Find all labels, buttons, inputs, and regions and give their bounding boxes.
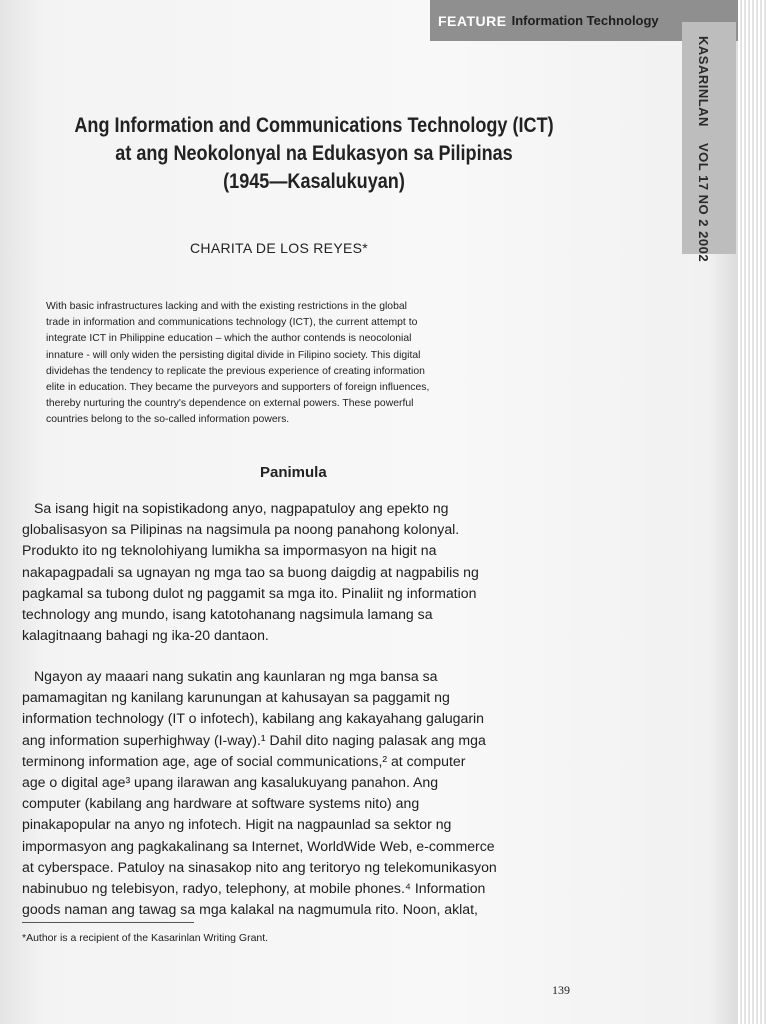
paragraph-line: nakapagpadali sa ugnayan ng mga tao sa buong daigdig at nagpabilis ng xyxy=(22,563,479,580)
journal-issue: VOL 17 NO 2 2002 xyxy=(696,143,711,263)
abstract-line: dividehas the tendency to replicate the previous experience of creating information xyxy=(46,365,425,377)
journal-info xyxy=(696,36,711,274)
paragraph-line: age o digital age³ upang ilarawan ang kasalukuyang panahon. Ang xyxy=(22,773,439,790)
paragraph-line: ang information superhighway (I-way).¹ Dahil dito naging palasak ang mga xyxy=(22,731,486,748)
footnote: *Author is a recipient of the Kasarinlan Writing Grant. xyxy=(22,932,269,944)
author-name: CHARITA DE LOS REYES* xyxy=(190,240,368,256)
title-line: (1945—Kasalukuyan) xyxy=(223,170,405,193)
abstract xyxy=(46,299,566,429)
paragraph-line: goods naman ang tawag sa mga kalakal na nagmumula rito. Noon, aklat, xyxy=(22,901,478,918)
paragraph-line: globalisasyon sa Pilipinas na nagsimula pa noong panahong kolonyal. xyxy=(22,521,460,538)
paragraph-line: pagkamal sa tubong dulot ng paggamit sa mga ito. Pinaliit ng information xyxy=(22,584,477,601)
section-label: Information Technology xyxy=(511,13,659,28)
paragraph-line: pinakapopular na anyo ng infotech. Higit na nagpaunlad sa sektor ng xyxy=(22,816,452,833)
paragraph-line: computer (kabilang ang hardware at software systems nito) ang xyxy=(22,795,420,812)
abstract-line: countries belong to the so-called information powers. xyxy=(46,414,290,426)
paragraph-line: impormasyon ang pagkakalinang sa Internet, WorldWide Web, e-commerce xyxy=(22,837,495,854)
abstract-line: elite in education. They became the purveyors and supporters of foreign influences, xyxy=(46,381,430,393)
title-line: at ang Neokolonyal na Edukasyon sa Pilipinas xyxy=(115,142,513,165)
paragraph-line: nabinubuo ng telebisyon, radyo, telephony, at mobile phones.⁴ Information xyxy=(22,879,486,896)
footnote-divider xyxy=(22,922,194,923)
abstract-line: thereby nurturing the country's dependence on external powers. These powerful xyxy=(46,398,414,410)
paragraph-line: Ngayon ay maaari nang sukatin ang kaunlaran ng mga bansa sa xyxy=(34,668,438,684)
paragraph-line: at cyberspace. Patuloy na sinasakop nito ang teritoryo ng telekomunikasyon xyxy=(22,858,497,875)
page-number: 139 xyxy=(552,983,570,997)
paragraph-intro xyxy=(22,498,604,646)
paragraph-line: information technology (IT o infotech), kabilang ang kakayahang galugarin xyxy=(22,710,484,727)
paragraph-line: pamamagitan ng kanilang karunungan at kahusayan sa paggamit ng xyxy=(22,689,450,706)
abstract-line: innature - will only widen the persisting digital divide in Filipino society. This digital xyxy=(46,349,421,361)
section-heading: Panimula xyxy=(260,464,327,481)
abstract-line: integrate ICT in Philippine education – which the author contends is neocolonial xyxy=(46,333,412,345)
paragraph-line: Sa isang higit na sopistikadong anyo, nagpapatuloy ang epekto ng xyxy=(34,500,449,516)
paragraph-line: Produkto ito ng teknolohiyang lumikha sa impormasyon na higit na xyxy=(22,542,437,559)
abstract-line: trade in information and communications technology (ICT), the current attempt to xyxy=(46,317,418,329)
title-line: Ang Information and Communications Technology (ICT) xyxy=(74,114,554,137)
paragraph-line: terminong information age, age of social communications,² at computer xyxy=(22,752,466,769)
feature-tag: FEATURE xyxy=(438,12,507,29)
abstract-line: With basic infrastructures lacking and with the existing restrictions in the global xyxy=(46,301,407,312)
paragraph-second xyxy=(22,666,604,920)
journal-name: KASARINLAN xyxy=(696,36,711,127)
paragraph-line: kalagitnaang bahagi ng ika-20 dantaon. xyxy=(22,627,269,644)
paragraph-line: technology ang mundo, isang katotohanang nagsimula lamang sa xyxy=(22,605,433,622)
article-title xyxy=(56,112,572,196)
page-edge xyxy=(738,0,768,1024)
